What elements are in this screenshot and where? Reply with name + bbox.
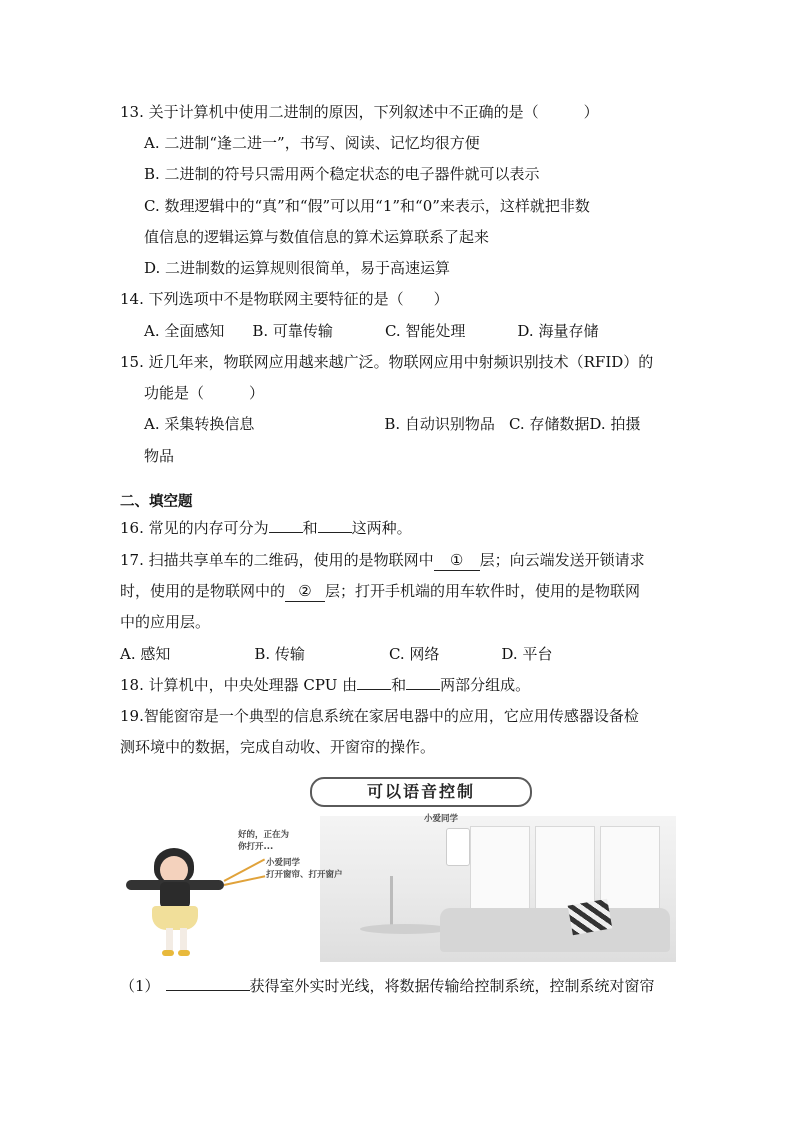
girl-shoe [162, 950, 174, 956]
speaker-label: 小爱同学 [424, 814, 459, 824]
q17-line2 [120, 581, 640, 602]
q17-option-b: B. 传输 [254, 645, 305, 663]
reply-bubble-line2: 你打开... [238, 842, 274, 852]
q19-part1-text: 获得室外实时光线，将数据传输给控制系统，控制系统对窗帘 [249, 977, 655, 995]
q17-blank-1[interactable]: ① [434, 550, 480, 571]
q17-line2-post: 层；打开手机端的用车软件时，使用的是物联网 [325, 582, 641, 600]
q13-option-b: B. 二进制的符号只需用两个稳定状态的电子器件就可以表示 [144, 165, 540, 183]
reply-bubble-line1: 好的，正在为 [238, 830, 290, 840]
smart-speaker-icon [446, 828, 470, 866]
q18 [120, 675, 530, 695]
q17-blank-2[interactable]: ② [285, 581, 325, 602]
figure-title: 可以语音控制 [310, 777, 532, 807]
q19-part1 [120, 976, 655, 996]
q18-post: 两部分组成。 [440, 676, 531, 694]
q16-blank-2[interactable] [318, 532, 352, 533]
q15-option-d-cont: 物品 [144, 447, 175, 465]
command-bubble-line2: 打开窗帘、打开窗户 [266, 870, 343, 880]
sofa [440, 908, 670, 952]
command-bubble-line1: 小爱同学 [266, 858, 301, 868]
q13-stem: 13. 关于计算机中使用二进制的原因，下列叙述中不正确的是（ ） [120, 103, 599, 121]
q17-pre: 17. 扫描共享单车的二维码，使用的是物联网中 [120, 551, 434, 569]
q17-option-d: D. 平台 [501, 645, 553, 663]
q18-blank-1[interactable] [357, 689, 391, 690]
q19-line2: 测环境中的数据，完成自动收、开窗帘的操作。 [120, 738, 436, 756]
coffee-table [360, 924, 450, 934]
q14-option-b: B. 可靠传输 [252, 322, 333, 340]
smart-curtain-figure [120, 772, 676, 962]
girl-body [160, 882, 190, 908]
q16-mid: 和 [302, 519, 318, 537]
q17-line2-pre: 时，使用的是物联网中的 [120, 582, 286, 600]
q15-options [144, 414, 640, 434]
lamp [390, 876, 393, 926]
q13-option-a: A. 二进制“逢二进一”，书写、阅读、记忆均很方便 [144, 134, 480, 152]
q15-stem-line2: 功能是（ ） [144, 384, 265, 402]
q15-stem-line1: 15. 近几年来，物联网应用越来越广泛。物联网应用中射频识别技术（RFID）的 [120, 353, 654, 371]
q15-option-cd: C. 存储数据D. 拍摄 [508, 415, 641, 433]
q14-option-c: C. 智能处理 [384, 322, 466, 340]
q18-pre: 18. 计算机中，中央处理器 CPU 由 [120, 676, 358, 694]
q13-option-c-line1: C. 数理逻辑中的“真”和“假”可以用“1”和“0”来表示，这样就把非数 [144, 197, 590, 215]
q19-part1-num: （1） [120, 977, 160, 995]
living-room-image [320, 816, 676, 962]
q17-option-c: C. 网络 [388, 645, 440, 663]
q16-blank-1[interactable] [269, 532, 303, 533]
q19-part1-blank[interactable] [166, 990, 250, 991]
q17-line1 [120, 550, 645, 571]
window [470, 826, 530, 916]
q19-line1: 19.智能窗帘是一个典型的信息系统在家居电器中的应用，它应用传感器设备检 [120, 707, 639, 725]
q16-post: 这两种。 [351, 519, 412, 537]
q13-option-d: D. 二进制数的运算规则很简单，易于高速运算 [144, 259, 451, 277]
q17-options [120, 644, 552, 664]
q14-option-a: A. 全面感知 [144, 322, 225, 340]
q15-option-a: A. 采集转换信息 [144, 415, 255, 433]
girl-illustration [120, 836, 230, 962]
q17-option-a: A. 感知 [120, 645, 171, 663]
q15-option-b: B. 自动识别物品 [384, 415, 495, 433]
q18-mid: 和 [391, 676, 407, 694]
girl-shoe [178, 950, 190, 956]
q16 [120, 518, 412, 538]
q17-mid1: 层；向云端发送开锁请求 [479, 551, 645, 569]
q14-option-d: D. 海量存储 [517, 322, 599, 340]
girl-leg [180, 928, 187, 952]
q14-stem: 14. 下列选项中不是物联网主要特征的是（ ） [120, 290, 449, 308]
q17-line3: 中的应用层。 [120, 613, 211, 631]
girl-skirt [152, 906, 198, 930]
girl-leg [166, 928, 173, 952]
section-title: 二、填空题 [120, 494, 193, 510]
q18-blank-2[interactable] [406, 689, 440, 690]
window [600, 826, 660, 916]
q13-option-c-line2: 值信息的逻辑运算与数值信息的算术运算联系了起来 [144, 228, 490, 246]
q16-pre: 16. 常见的内存可分为 [120, 519, 269, 537]
q14-options [144, 321, 598, 341]
